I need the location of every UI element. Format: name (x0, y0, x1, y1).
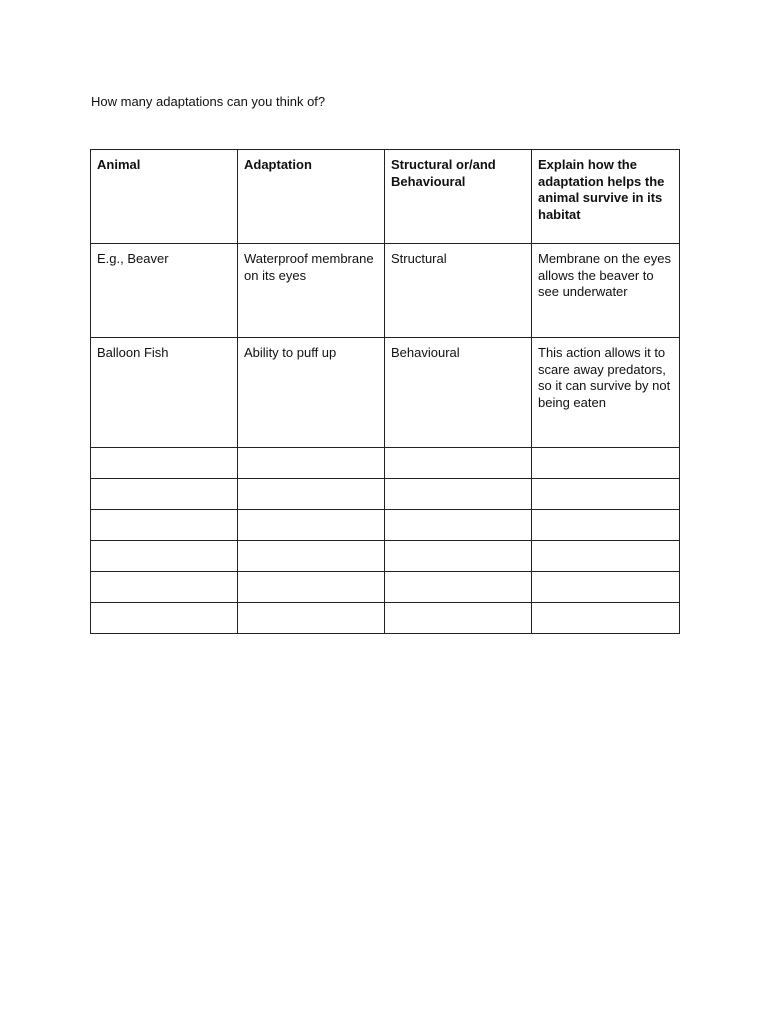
cell-explanation: Membrane on the eyes allows the beaver to see underwater (532, 244, 680, 338)
table-row-blank (91, 603, 680, 634)
header-explanation: Explain how the adaptation helps the animal survive in its habitat (532, 150, 680, 244)
worksheet-prompt: How many adaptations can you think of? (91, 94, 326, 109)
blank-cell[interactable] (238, 572, 385, 603)
blank-cell[interactable] (91, 603, 238, 634)
blank-cell[interactable] (238, 541, 385, 572)
blank-cell[interactable] (238, 510, 385, 541)
blank-cell[interactable] (385, 603, 532, 634)
blank-cell[interactable] (385, 510, 532, 541)
table-row-blank (91, 541, 680, 572)
blank-cell[interactable] (385, 479, 532, 510)
table-header-row (91, 150, 680, 244)
table-row-blank (91, 572, 680, 603)
cell-animal: Balloon Fish (91, 338, 238, 448)
table-row-blank (91, 448, 680, 479)
blank-cell[interactable] (385, 448, 532, 479)
table-row-blank (91, 510, 680, 541)
blank-cell[interactable] (91, 572, 238, 603)
cell-adaptation: Ability to puff up (238, 338, 385, 448)
cell-adaptation: Waterproof membrane on its eyes (238, 244, 385, 338)
blank-cell[interactable] (91, 448, 238, 479)
blank-cell[interactable] (532, 448, 680, 479)
cell-explanation: This action allows it to scare away predators, so it can survive by not being eaten (532, 338, 680, 448)
header-animal: Animal (91, 150, 238, 244)
blank-cell[interactable] (532, 479, 680, 510)
blank-cell[interactable] (385, 572, 532, 603)
header-adaptation: Adaptation (238, 150, 385, 244)
table-row-blank (91, 479, 680, 510)
blank-cell[interactable] (238, 448, 385, 479)
blank-cell[interactable] (91, 479, 238, 510)
blank-cell[interactable] (91, 510, 238, 541)
blank-cell[interactable] (238, 479, 385, 510)
table-row (91, 244, 680, 338)
blank-cell[interactable] (532, 572, 680, 603)
blank-cell[interactable] (532, 510, 680, 541)
blank-cell[interactable] (385, 541, 532, 572)
header-structural-or-behavioural: Structural or/and Behavioural (385, 150, 532, 244)
blank-cell[interactable] (91, 541, 238, 572)
cell-type: Behavioural (385, 338, 532, 448)
blank-cell[interactable] (532, 541, 680, 572)
cell-animal: E.g., Beaver (91, 244, 238, 338)
blank-cell[interactable] (532, 603, 680, 634)
table-row (91, 338, 680, 448)
cell-type: Structural (385, 244, 532, 338)
adaptations-table (90, 149, 680, 634)
blank-cell[interactable] (238, 603, 385, 634)
